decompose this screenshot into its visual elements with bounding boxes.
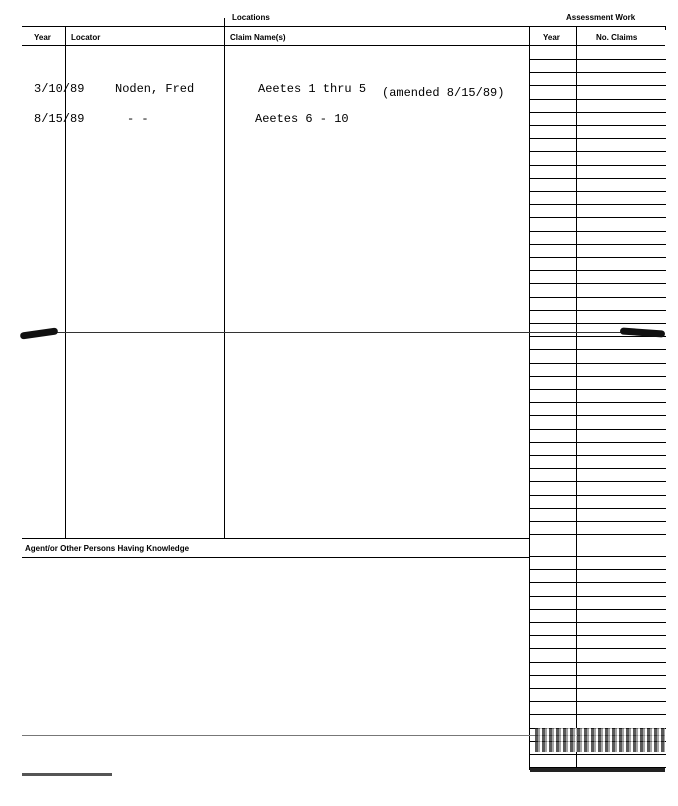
assessment-rule-line <box>529 297 666 298</box>
assessment-rule-line <box>529 468 666 469</box>
right-edge <box>665 26 666 30</box>
assessment-rule-line <box>529 231 666 232</box>
assessment-rule-line <box>529 402 666 403</box>
col-header-locator: Locator <box>71 33 101 42</box>
assessment-rule-line <box>529 125 666 126</box>
assessment-rule-line <box>529 310 666 311</box>
assessment-rule-line <box>529 701 666 702</box>
assessment-rule-line <box>529 754 666 755</box>
fold-smudge-left <box>20 327 59 339</box>
entry-1-year: 3/10/89 <box>34 82 85 96</box>
assessment-rule-line <box>529 635 666 636</box>
agent-section-label: Agent/or Other Persons Having Knowledge <box>25 544 190 553</box>
entry-1-locator: Noden, Fred <box>115 82 195 96</box>
agent-section-top-rule <box>22 538 530 539</box>
col-header-no-claims: No. Claims <box>596 33 638 42</box>
assessment-rule-line <box>529 59 666 60</box>
bottom-left-smudge <box>22 773 112 776</box>
header-rule <box>22 45 665 46</box>
top-rule <box>22 26 665 27</box>
assessment-rule-line <box>529 714 666 715</box>
assessment-rule-line <box>529 481 666 482</box>
assessment-rule-line <box>529 99 666 100</box>
assessment-rule-line <box>529 376 666 377</box>
bottom-edge-smudge <box>530 768 665 772</box>
assessment-rule-line <box>529 217 666 218</box>
assessment-rule-line <box>529 622 666 623</box>
assessment-rule-line <box>529 178 666 179</box>
assessment-rule-line <box>529 363 666 364</box>
entry-2-locator: - - <box>127 112 149 126</box>
assessment-rule-line <box>529 323 666 324</box>
assessment-rule-line <box>529 648 666 649</box>
assessment-rule-line <box>529 442 666 443</box>
assessment-rule-line <box>529 191 666 192</box>
assessment-rule-line <box>529 534 666 535</box>
fold-line <box>55 332 625 333</box>
divider-locator-claim <box>224 18 225 538</box>
assessment-rule-line <box>529 283 666 284</box>
assessment-rule-line <box>529 257 666 258</box>
assessment-rule-line <box>529 495 666 496</box>
agent-section-label-rule <box>22 557 530 558</box>
assessment-rule-line <box>529 204 666 205</box>
assessment-rule-line <box>529 349 666 350</box>
assessment-rule-line <box>529 270 666 271</box>
assessment-rule-line <box>529 429 666 430</box>
assessment-rule-line <box>529 609 666 610</box>
assessment-rule-line <box>529 662 666 663</box>
assessment-rule-line <box>529 521 666 522</box>
assessment-rule-line <box>529 675 666 676</box>
entry-1-note: (amended 8/15/89) <box>382 86 505 100</box>
assessment-rule-line <box>529 72 666 73</box>
locations-title: Locations <box>232 13 270 22</box>
entry-2-year: 8/15/89 <box>34 112 85 126</box>
assessment-work-title: Assessment Work <box>566 13 636 22</box>
assessment-rule-line <box>529 415 666 416</box>
divider-year-locator <box>65 26 66 538</box>
entry-1-claim: Aeetes 1 thru 5 <box>258 82 367 96</box>
assessment-rule-line <box>529 596 666 597</box>
assessment-rule-line <box>529 582 666 583</box>
assessment-rule-line <box>529 688 666 689</box>
assessment-rule-line <box>529 455 666 456</box>
assessment-rule-line <box>529 112 666 113</box>
assessment-rule-line <box>529 569 666 570</box>
assessment-rule-line <box>529 138 666 139</box>
entry-2-claim: Aeetes 6 - 10 <box>255 112 349 126</box>
assessment-rule-line <box>529 389 666 390</box>
assessment-rule-line <box>529 151 666 152</box>
assessment-rule-line <box>529 244 666 245</box>
bottom-right-smudge <box>535 728 665 752</box>
col-header-aw-year: Year <box>543 33 560 42</box>
assessment-rule-line <box>529 556 666 557</box>
assessment-rule-line <box>529 165 666 166</box>
assessment-rule-line <box>529 85 666 86</box>
assessment-rule-line <box>529 508 666 509</box>
col-header-claim-names: Claim Name(s) <box>230 33 286 42</box>
col-header-year: Year <box>34 33 51 42</box>
